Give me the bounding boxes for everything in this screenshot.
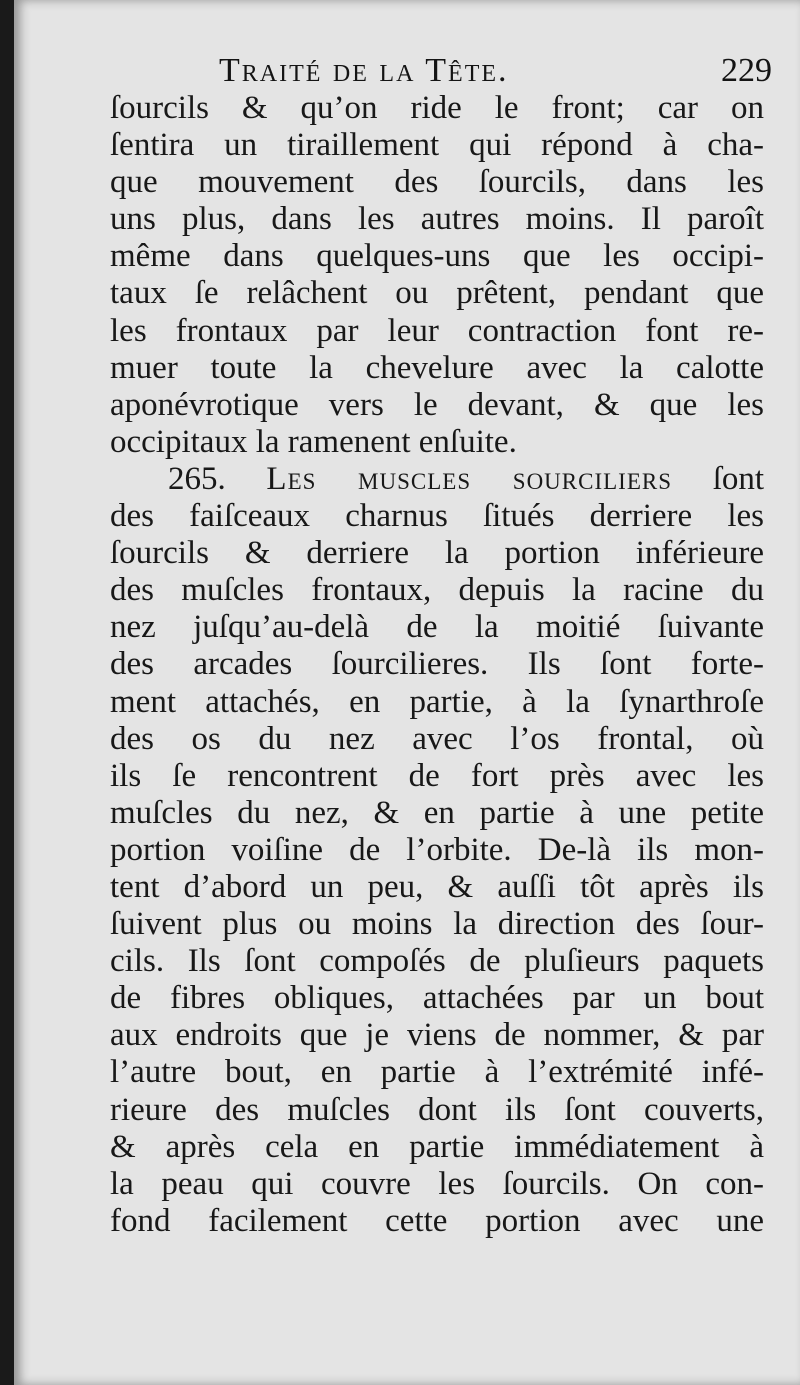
text-line: cils. Ils ſont compoſés de pluſieurs paquets [110, 943, 764, 980]
page-number: 229 [721, 52, 772, 89]
text-line: muer toute la chevelure avec la calotte [110, 349, 764, 386]
text-line: fond facilement cette portion avec une [110, 1202, 764, 1239]
text-line: occipitaux la ramenent enſuite. [110, 423, 517, 460]
text-line: portion voiſine de l’orbite. De-là ils mon- [110, 831, 764, 868]
text-line: des faiſceaux charnus ſitués derriere les [110, 498, 764, 535]
heading-continuation: ſont [712, 460, 765, 497]
text-line: des arcades ſourcilieres. Ils ſont forte- [110, 646, 764, 683]
running-head [219, 52, 772, 92]
text-line: ment attachés, en partie, à la ſynarthroſe [110, 683, 764, 720]
paragraph-number: 265. [168, 460, 226, 497]
text-line: uns plus, dans les autres moins. Il paroît [110, 201, 764, 238]
paragraph-265-first-line [110, 461, 764, 498]
text-line: nez juſqu’au-delà de la moitié ſuivante [110, 609, 764, 646]
text-line: de fibres obliques, attachées par un bout [110, 980, 764, 1017]
text-line: des os du nez avec l’os frontal, où [110, 720, 764, 757]
text-line: ils ſe rencontrent de fort près avec les [110, 757, 764, 794]
text-line: ſourcils & derriere la portion inférieure [110, 535, 764, 572]
text-line: des muſcles frontaux, depuis la racine du [110, 572, 764, 609]
text-line: tent d’abord un peu, & auſſi tôt après ils [110, 868, 764, 905]
text-line: aponévrotique vers le devant, & que les [110, 386, 764, 423]
text-line: rieure des muſcles dont ils ſont couverts, [110, 1091, 764, 1128]
text-line: aux endroits que je viens de nommer, & par [110, 1017, 764, 1054]
section-heading: Les muscles sourciliers [266, 460, 673, 497]
running-title: Traité de la Tête. [219, 52, 509, 89]
text-line: même dans quelques-uns que les occipi- [110, 238, 764, 275]
text-line: la peau qui couvre les ſourcils. On con- [110, 1165, 764, 1202]
text-line: ſuivent plus ou moins la direction des ſour- [110, 906, 764, 943]
text-line: l’autre bout, en partie à l’extrémité infé- [110, 1054, 764, 1091]
text-line: ſentira un tiraillement qui répond à cha- [110, 127, 764, 164]
text-line: ſourcils & qu’on ride le front; car on [110, 90, 764, 126]
text-line: que mouvement des ſourcils, dans les [110, 164, 764, 201]
text-line: muſcles du nez, & en partie à une petite [110, 794, 764, 831]
body-text [110, 90, 764, 1240]
book-page [14, 0, 800, 1385]
text-line: les frontaux par leur contraction font re- [110, 312, 764, 349]
text-line: taux ſe relâchent ou prêtent, pendant que [110, 275, 764, 312]
text-line: & après cela en partie immédiatement à [110, 1128, 764, 1165]
